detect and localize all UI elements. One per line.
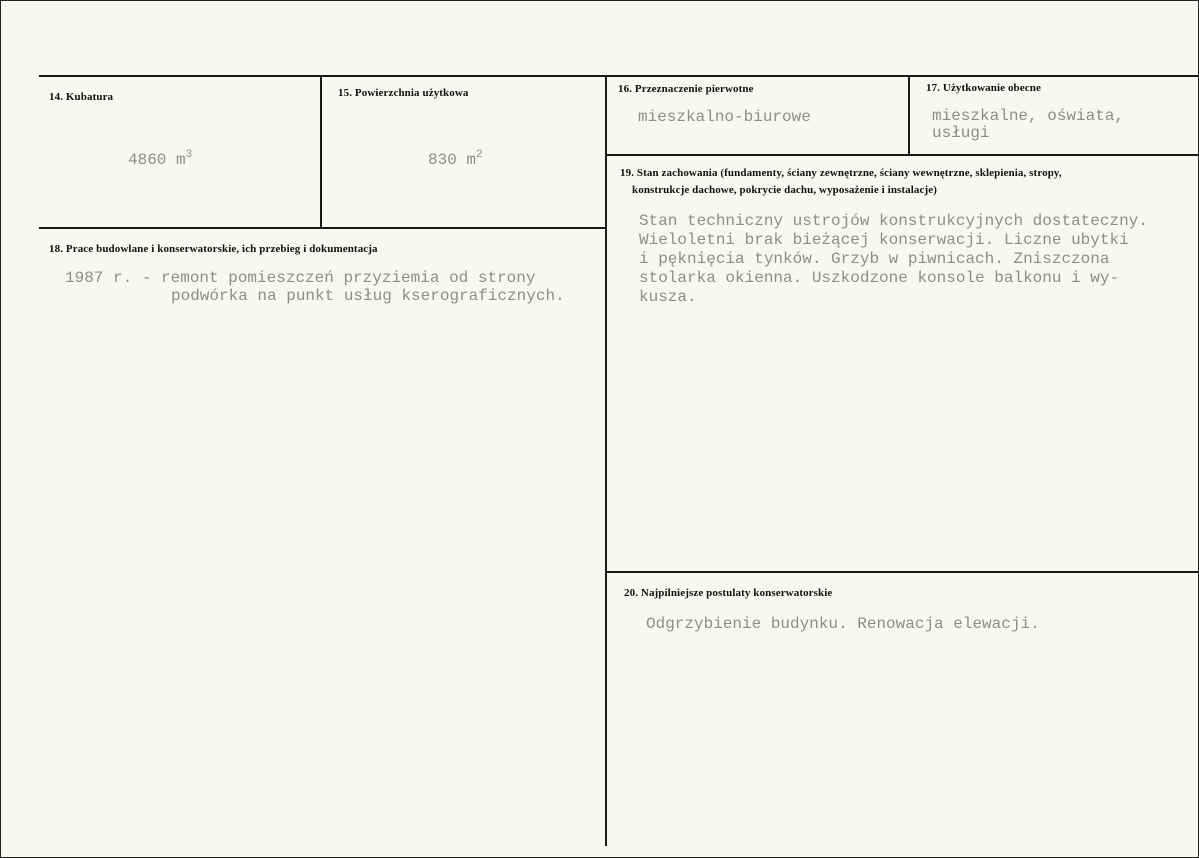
field-16-value: mieszkalno-biurowe — [638, 108, 811, 126]
field-19-text-line-2: Wieloletni brak bieżącej konserwacji. Liczne ubytki — [639, 231, 1129, 249]
field-19-text-line-4: stolarka okienna. Uszkodzone konsole balkonu i wy- — [639, 269, 1120, 287]
field-18-label: 18. Prace budowlane i konserwatorskie, ich przebieg i dokumentacja — [49, 243, 378, 255]
rule-below-16-17 — [606, 154, 1199, 156]
field-17-value-line-1: mieszkalne, oświata, — [932, 107, 1125, 125]
field-19-label-line-2: konstrukcje dachowe, pokrycie dachu, wyposażenie i instalacje) — [632, 184, 938, 196]
field-14-label: 14. Kubatura — [49, 91, 114, 103]
field-20-value: Odgrzybienie budynku. Renowacja elewacji. — [646, 615, 1040, 633]
field-19-label-line-1: 19. Stan zachowania (fundamenty, ściany zewnętrzne, ściany wewnętrzne, sklepienia, stropy, — [620, 167, 1062, 179]
field-15-label: 15. Powierzchnia użytkowa — [338, 87, 469, 99]
rule-below-14-15 — [39, 227, 606, 229]
divider-16-17 — [908, 76, 910, 155]
field-19-text-line-1: Stan techniczny ustrojów konstrukcyjnych dostateczny. — [639, 212, 1148, 230]
top-rule — [39, 75, 1199, 77]
field-15-unit-exponent: 2 — [476, 149, 483, 161]
field-18-text-line-1: 1987 r. - remont pomieszczeń przyziemia od strony — [65, 269, 536, 287]
field-17-value-line-2: usługi — [932, 124, 990, 142]
field-16-label: 16. Przeznaczenie pierwotne — [618, 83, 754, 95]
field-14-value: 4860 $m^3$ — [128, 149, 193, 169]
divider-center — [605, 76, 607, 846]
field-17-label: 17. Użytkowanie obecne — [926, 82, 1041, 94]
field-15-value: 830 $m^2$ — [428, 149, 483, 169]
field-19-text-line-5: kusza. — [639, 288, 697, 306]
field-14-unit-exponent: 3 — [185, 149, 193, 161]
divider-14-15 — [320, 76, 322, 228]
rule-above-20 — [606, 571, 1199, 573]
field-18-text-line-2: podwórka na punkt usług kserograficznych. — [171, 287, 565, 305]
field-19-text-line-3: i pęknięcia tynków. Grzyb w piwnicach. Zniszczona — [639, 250, 1110, 268]
field-20-label: 20. Najpilniejsze postulaty konserwatorskie — [624, 587, 833, 599]
